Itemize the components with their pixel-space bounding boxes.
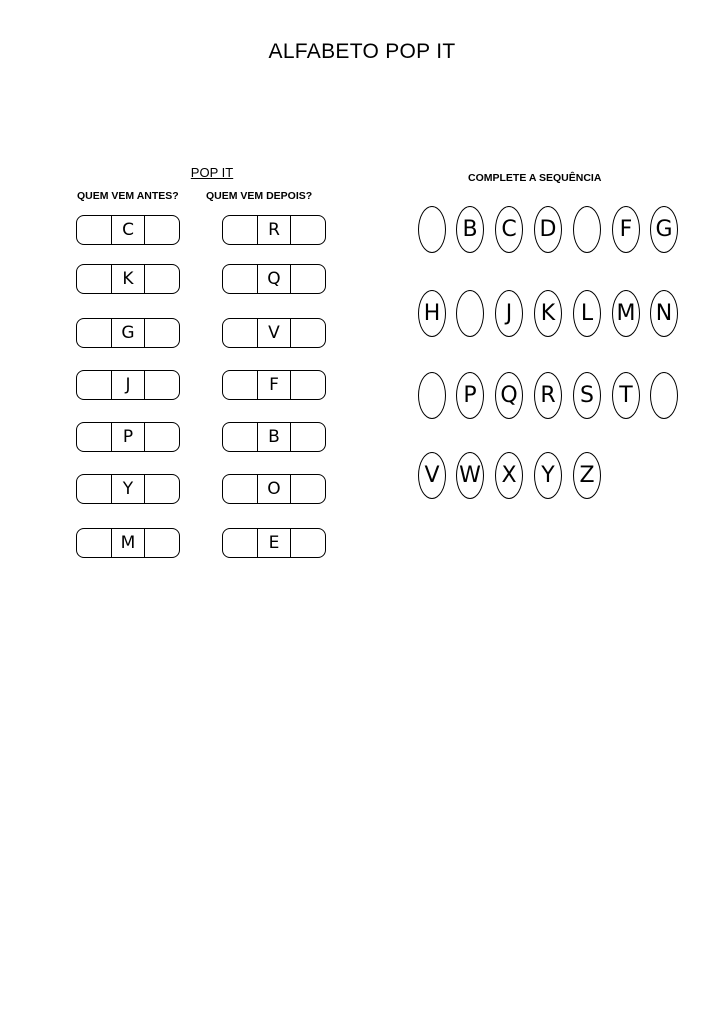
pill-blank-right[interactable] — [291, 475, 325, 503]
after-pill — [222, 318, 326, 348]
sequence-letter-bubble: B — [456, 206, 484, 253]
sequence-blank-bubble[interactable] — [456, 290, 484, 337]
sequence-letter-bubble: D — [534, 206, 562, 253]
pill-blank-right[interactable] — [145, 265, 179, 293]
after-pill — [222, 370, 326, 400]
pop-it-title: POP IT — [190, 165, 234, 180]
before-pill — [76, 528, 180, 558]
pill-letter: J — [111, 371, 145, 399]
pill-blank-left[interactable] — [223, 423, 257, 451]
before-pill — [76, 370, 180, 400]
pill-blank-right[interactable] — [145, 371, 179, 399]
pill-blank-right[interactable] — [145, 475, 179, 503]
pill-letter: R — [257, 216, 291, 244]
pill-letter: G — [111, 319, 145, 347]
pill-letter: C — [111, 216, 145, 244]
pill-blank-left[interactable] — [77, 423, 111, 451]
sequence-letter-bubble: M — [612, 290, 640, 337]
sequence-blank-bubble[interactable] — [573, 206, 601, 253]
pill-blank-right[interactable] — [291, 319, 325, 347]
pill-blank-left[interactable] — [77, 371, 111, 399]
after-pill — [222, 474, 326, 504]
pill-blank-right[interactable] — [145, 529, 179, 557]
after-pill — [222, 264, 326, 294]
pill-blank-left[interactable] — [77, 529, 111, 557]
pill-letter: B — [257, 423, 291, 451]
pill-blank-left[interactable] — [223, 319, 257, 347]
pill-letter: M — [111, 529, 145, 557]
pill-blank-left[interactable] — [77, 216, 111, 244]
pill-letter: P — [111, 423, 145, 451]
before-column-header: QUEM VEM ANTES? — [77, 190, 179, 202]
after-pill — [222, 215, 326, 245]
sequence-letter-bubble: P — [456, 372, 484, 419]
pill-blank-left[interactable] — [77, 475, 111, 503]
sequence-letter-bubble: W — [456, 452, 484, 499]
sequence-letter-bubble: R — [534, 372, 562, 419]
page-title: ALFABETO POP IT — [268, 40, 456, 63]
pill-letter: Y — [111, 475, 145, 503]
pill-blank-left[interactable] — [223, 371, 257, 399]
pill-blank-right[interactable] — [291, 423, 325, 451]
pill-blank-right[interactable] — [291, 529, 325, 557]
before-pill — [76, 474, 180, 504]
sequence-letter-bubble: J — [495, 290, 523, 337]
sequence-letter-bubble: X — [495, 452, 523, 499]
sequence-blank-bubble[interactable] — [650, 372, 678, 419]
pill-blank-right[interactable] — [145, 216, 179, 244]
before-pill — [76, 264, 180, 294]
pill-blank-right[interactable] — [291, 371, 325, 399]
sequence-letter-bubble: H — [418, 290, 446, 337]
before-pill — [76, 422, 180, 452]
sequence-letter-bubble: Z — [573, 452, 601, 499]
sequence-letter-bubble: Q — [495, 372, 523, 419]
pill-blank-right[interactable] — [291, 216, 325, 244]
sequence-letter-bubble: C — [495, 206, 523, 253]
pill-blank-left[interactable] — [77, 319, 111, 347]
sequence-letter-bubble: N — [650, 290, 678, 337]
pill-letter: E — [257, 529, 291, 557]
pill-letter: O — [257, 475, 291, 503]
sequence-letter-bubble: Y — [534, 452, 562, 499]
pill-blank-right[interactable] — [145, 423, 179, 451]
pill-blank-left[interactable] — [223, 265, 257, 293]
before-pill — [76, 215, 180, 245]
pill-letter: Q — [257, 265, 291, 293]
pill-letter: F — [257, 371, 291, 399]
pill-blank-left[interactable] — [223, 529, 257, 557]
pill-letter: K — [111, 265, 145, 293]
pill-letter: V — [257, 319, 291, 347]
sequence-blank-bubble[interactable] — [418, 206, 446, 253]
sequence-letter-bubble: G — [650, 206, 678, 253]
pill-blank-right[interactable] — [291, 265, 325, 293]
pill-blank-left[interactable] — [77, 265, 111, 293]
sequence-letter-bubble: L — [573, 290, 601, 337]
sequence-blank-bubble[interactable] — [418, 372, 446, 419]
sequence-letter-bubble: K — [534, 290, 562, 337]
sequence-letter-bubble: S — [573, 372, 601, 419]
after-column-header: QUEM VEM DEPOIS? — [206, 190, 313, 202]
after-pill — [222, 528, 326, 558]
sequence-title: COMPLETE A SEQUÊNCIA — [468, 172, 602, 184]
before-pill — [76, 318, 180, 348]
sequence-letter-bubble: T — [612, 372, 640, 419]
pill-blank-right[interactable] — [145, 319, 179, 347]
after-pill — [222, 422, 326, 452]
pill-blank-left[interactable] — [223, 216, 257, 244]
sequence-letter-bubble: V — [418, 452, 446, 499]
pill-blank-left[interactable] — [223, 475, 257, 503]
sequence-letter-bubble: F — [612, 206, 640, 253]
